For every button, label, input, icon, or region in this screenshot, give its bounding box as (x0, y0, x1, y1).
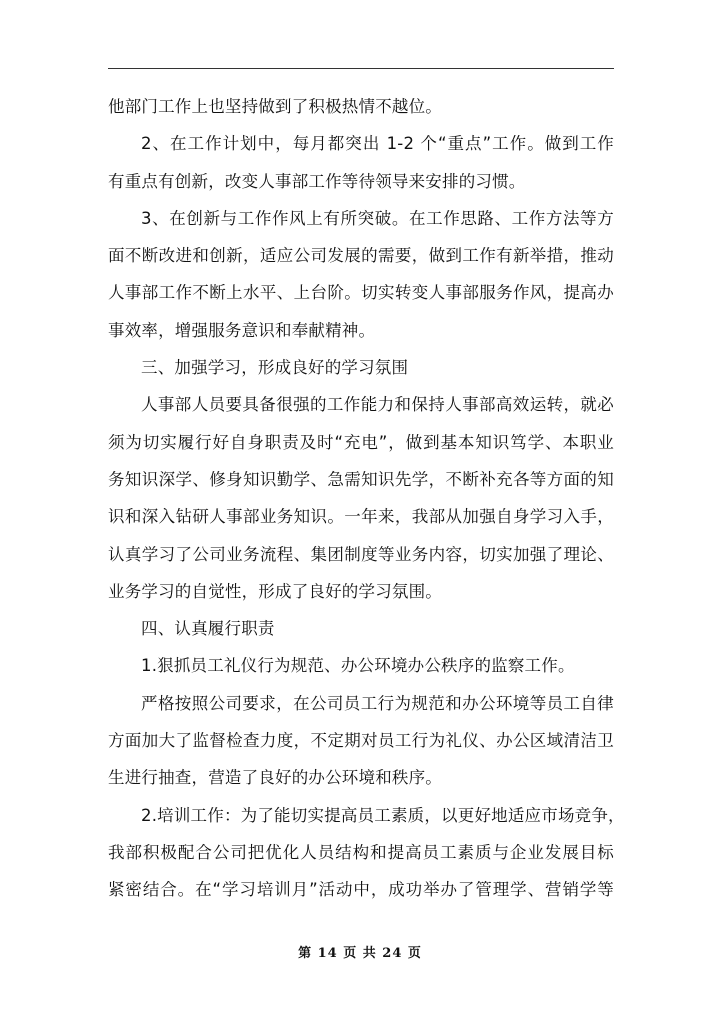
text-line: 3、在创新与工作作风上有所突破。在工作思路、工作方法等方 (141, 208, 614, 228)
text-line: 须为切实履行好自身职责及时“充电”，做到基本知识笃学、本职业 (108, 432, 614, 452)
text-line: 识和深入钻研人事部业务知识。一年来，我部从加强自身学习入手， (108, 507, 614, 527)
text-line: 严格按照公司要求，在公司员工行为规范和办公环境等员工自律 (141, 693, 614, 713)
text-line: 他部门工作上也坚持做到了积极热情不越位。 (108, 97, 442, 116)
text-line: 事效率，增强服务意识和奉献精神。 (108, 320, 376, 340)
section-heading: 四、认真履行职责 (141, 619, 275, 639)
text-line: 2.培训工作：为了能切实提高员工素质，以更好地适应市场竞争， (141, 805, 625, 825)
text-line: 务知识深学、修身知识勤学、急需知识先学，不断补充各等方面的知 (108, 469, 614, 489)
header-rule (108, 68, 614, 69)
text-line: 方面加大了监督检查力度，不定期对员工行为礼仪、办公区域清洁卫 (108, 731, 614, 751)
text-line: 人事部工作不断上水平、上台阶。切实转变人事部服务作风，提高办 (108, 283, 614, 303)
text-line: 我部积极配合公司把优化人员结构和提高员工素质与企业发展目标 (108, 842, 614, 862)
document-body (108, 88, 625, 909)
text-line: 面不断改进和创新，适应公司发展的需要，做到工作有新举措，推动 (108, 246, 614, 266)
sub-heading: 1.狠抓员工礼仪行为规范、办公环境办公秩序的监察工作。 (141, 656, 575, 676)
page-number: 第 14 页 共 24 页 (298, 946, 422, 961)
text-line: 有重点有创新，改变人事部工作等待领导来安排的习惯。 (108, 171, 526, 191)
text-line: 2、在工作计划中，每月都突出 1-2 个“重点”工作。做到工作 (141, 134, 614, 154)
text-line: 人事部人员要具备很强的工作能力和保持人事部高效运转，就必 (141, 395, 614, 415)
section-heading: 三、加强学习，形成良好的学习氛围 (141, 358, 409, 378)
text-line: 业务学习的自觉性，形成了良好的学习氛围。 (108, 581, 442, 601)
text-line: 生进行抽查，营造了良好的办公环境和秩序。 (108, 768, 442, 788)
text-line: 认真学习了公司业务流程、集团制度等业务内容，切实加强了理论、 (108, 544, 614, 564)
text-line: 紧密结合。在“学习培训月”活动中，成功举办了管理学、营销学等 (108, 880, 614, 900)
